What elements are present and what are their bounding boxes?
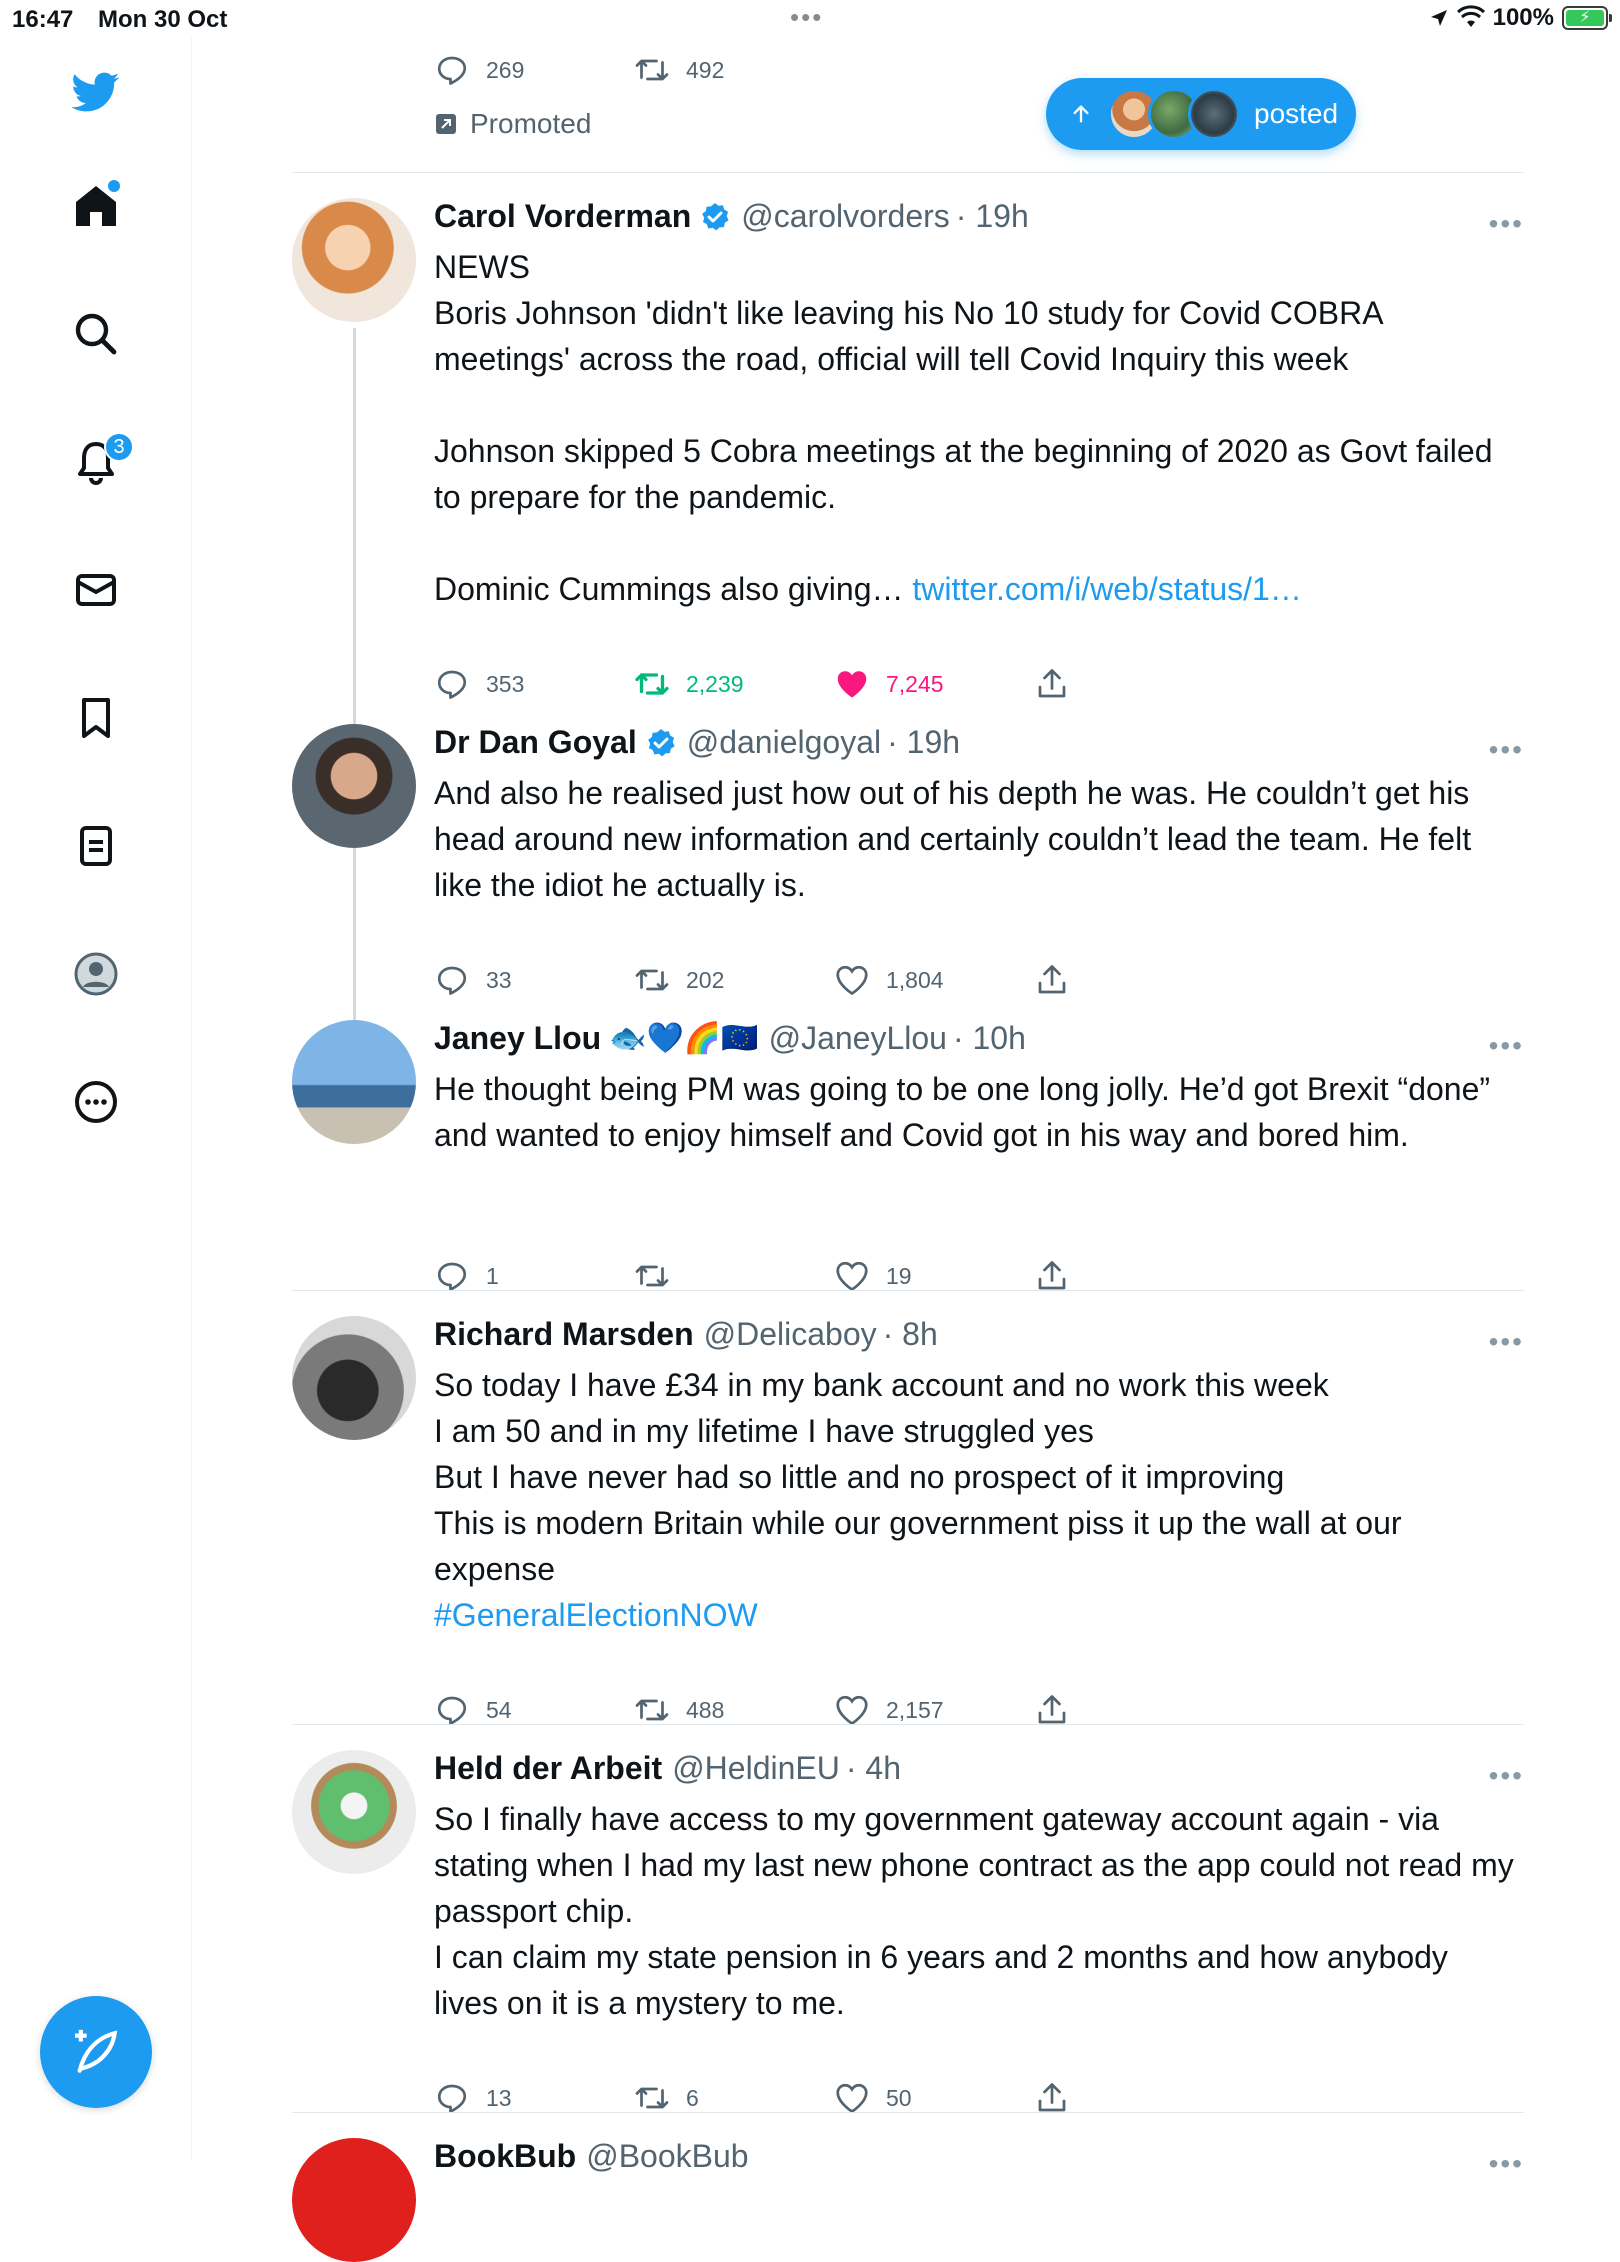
author-name[interactable]: Richard Marsden xyxy=(434,1316,694,1352)
reply-count: 54 xyxy=(486,1696,512,1723)
share-icon xyxy=(1034,1258,1070,1294)
retweet-button[interactable] xyxy=(634,962,724,998)
avatar[interactable] xyxy=(292,2138,416,2262)
lists-icon[interactable] xyxy=(64,814,128,878)
home-new-dot xyxy=(108,180,120,192)
tweet-text: And also he realised just how out of his depth he was. He couldn’t get his head around new information and certainly couldn’t lead the team. He felt like the idiot he actually is. xyxy=(434,775,1472,903)
bookmarks-icon[interactable] xyxy=(64,686,128,750)
multitasking-dots-icon[interactable]: ••• xyxy=(790,2,824,32)
reply-count: 269 xyxy=(486,56,525,83)
tweet-time[interactable]: · 8h xyxy=(882,1316,938,1352)
reply-button[interactable] xyxy=(434,1692,512,1728)
author-name[interactable]: Held der Arbeit xyxy=(434,1750,663,1786)
tweet-actions xyxy=(434,666,1134,706)
author-handle[interactable]: @JaneyLlou xyxy=(768,1020,947,1056)
author-handle[interactable]: @Delicaboy xyxy=(703,1316,877,1352)
heart-filled-icon xyxy=(834,666,870,702)
notifications-badge: 3 xyxy=(104,432,134,462)
more-options-icon[interactable]: ••• xyxy=(1488,1326,1524,1357)
tweet-header xyxy=(434,724,960,761)
divider xyxy=(292,1724,1524,1725)
reply-icon xyxy=(434,666,470,702)
more-options-icon[interactable]: ••• xyxy=(1488,1030,1524,1061)
heart-icon xyxy=(834,962,870,998)
status-indicators xyxy=(1429,4,1608,32)
share-button[interactable] xyxy=(1034,666,1070,702)
reply-count: 13 xyxy=(486,2084,512,2111)
retweet-icon xyxy=(634,2080,670,2116)
heart-icon xyxy=(834,1692,870,1728)
reply-icon xyxy=(434,52,470,88)
avatar xyxy=(1188,88,1240,140)
like-button[interactable] xyxy=(834,1258,912,1294)
tweet-time[interactable]: · 19h xyxy=(955,198,1029,234)
status-time: 16:47 xyxy=(12,6,74,33)
retweet-count: 488 xyxy=(686,1696,725,1723)
share-button[interactable] xyxy=(1034,1258,1070,1294)
avatar[interactable] xyxy=(292,1020,416,1144)
share-icon xyxy=(1034,2080,1070,2116)
tweet-header xyxy=(434,198,1029,235)
reply-button[interactable] xyxy=(434,2080,512,2116)
tweet-text: He thought being PM was going to be one long jolly. He’d got Brexit “done” and wanted to enjoy himself and Covid got in his way and bored him. xyxy=(434,1071,1491,1153)
retweet-count: 202 xyxy=(686,966,725,993)
author-name[interactable]: Janey Llou xyxy=(434,1020,602,1056)
sidebar xyxy=(0,38,192,2160)
avatar[interactable] xyxy=(292,1750,416,1874)
more-options-icon[interactable]: ••• xyxy=(1488,2148,1524,2179)
divider xyxy=(292,1290,1524,1291)
hashtag-link[interactable]: #GeneralElectionNOW xyxy=(434,1597,758,1633)
like-count: 7,245 xyxy=(886,670,944,697)
retweet-button[interactable] xyxy=(634,666,744,702)
like-button[interactable] xyxy=(834,1692,944,1728)
reply-icon xyxy=(434,1258,470,1294)
reply-count: 33 xyxy=(486,966,512,993)
tweet-time[interactable]: · 19h xyxy=(887,724,961,760)
retweet-icon xyxy=(634,1258,670,1294)
avatar[interactable] xyxy=(292,1316,416,1440)
like-button[interactable] xyxy=(834,2080,912,2116)
compose-button[interactable] xyxy=(40,1996,152,2108)
share-icon xyxy=(1034,962,1070,998)
retweet-icon xyxy=(634,962,670,998)
avatar[interactable] xyxy=(292,724,416,848)
tweet-time[interactable]: · 4h xyxy=(845,1750,901,1786)
author-handle[interactable]: @HeldinEU xyxy=(672,1750,840,1786)
reply-button[interactable] xyxy=(434,52,524,88)
like-count: 1,804 xyxy=(886,966,944,993)
battery-icon: ⚡ xyxy=(1562,6,1608,30)
new-posts-pill[interactable] xyxy=(1046,78,1356,150)
arrow-up-icon xyxy=(1070,103,1092,125)
like-count: 19 xyxy=(886,1262,912,1289)
reply-button[interactable] xyxy=(434,962,512,998)
more-options-icon[interactable]: ••• xyxy=(1488,1760,1524,1791)
reply-icon xyxy=(434,1692,470,1728)
share-button[interactable] xyxy=(1034,2080,1070,2116)
retweet-button[interactable] xyxy=(634,1258,686,1294)
tweet-header xyxy=(434,2138,749,2175)
promoted-label: Promoted xyxy=(434,108,591,140)
reply-button[interactable] xyxy=(434,1258,499,1294)
wifi-icon xyxy=(1457,7,1485,29)
reply-icon xyxy=(434,2080,470,2116)
share-icon xyxy=(1034,666,1070,702)
heart-icon xyxy=(834,1258,870,1294)
verified-badge-icon xyxy=(699,201,731,233)
retweet-icon xyxy=(634,1692,670,1728)
author-name[interactable]: Dr Dan Goyal xyxy=(434,724,637,760)
retweet-button[interactable] xyxy=(634,2080,699,2116)
tweet-text: So I finally have access to my government gateway account again - via stating when I had my last new phone contract as the app could not read my passport chip. I can claim my state pension in 6 years and 2 months and how anybody lives on it is a mystery to me. xyxy=(434,1801,1514,2021)
more-icon[interactable] xyxy=(64,1070,128,1134)
author-handle[interactable]: @BookBub xyxy=(586,2138,749,2174)
heart-icon xyxy=(834,2080,870,2116)
like-button[interactable] xyxy=(834,666,944,702)
avatar[interactable] xyxy=(292,198,416,322)
tweet-header xyxy=(434,1316,938,1353)
name-emojis: 🐟💙🌈🇪🇺 xyxy=(609,1022,759,1055)
retweet-button[interactable] xyxy=(634,1692,724,1728)
tweet-actions xyxy=(434,1692,1134,1732)
author-handle[interactable]: @carolvorders xyxy=(741,198,950,234)
retweet-count: 2,239 xyxy=(686,670,744,697)
tweet-time[interactable]: · 10h xyxy=(952,1020,1026,1056)
tweet-actions xyxy=(434,2080,1134,2120)
new-posts-avatars xyxy=(1108,88,1240,140)
tweet-actions xyxy=(434,1258,1134,1298)
reply-count: 1 xyxy=(486,1262,499,1289)
more-options-icon[interactable]: ••• xyxy=(1488,734,1524,765)
like-count: 2,157 xyxy=(886,1696,944,1723)
retweet-count: 492 xyxy=(686,56,725,83)
reply-icon xyxy=(434,962,470,998)
tweet-actions xyxy=(434,962,1134,1002)
promoted-icon xyxy=(434,112,458,136)
verified-badge-icon xyxy=(645,727,677,759)
battery-percent: 100% xyxy=(1492,4,1554,31)
author-name[interactable]: Carol Vorderman xyxy=(434,198,692,234)
tweet-header xyxy=(434,1750,901,1787)
divider xyxy=(292,172,1524,173)
more-options-icon[interactable]: ••• xyxy=(1488,208,1524,239)
tweet-header xyxy=(434,1020,1026,1057)
thread-line xyxy=(353,328,356,748)
reply-button[interactable] xyxy=(434,666,524,702)
notifications-icon[interactable] xyxy=(64,430,128,494)
search-icon[interactable] xyxy=(64,302,128,366)
retweet-button[interactable] xyxy=(634,52,724,88)
divider xyxy=(292,2112,1524,2113)
share-icon xyxy=(1034,1692,1070,1728)
like-count: 50 xyxy=(886,2084,912,2111)
retweet-icon xyxy=(634,666,670,702)
home-icon[interactable] xyxy=(64,174,128,238)
tweet-text: NEWS Boris Johnson 'didn't like leaving his No 10 study for Covid COBRA meetings' across the road, official will tell Covid Inquiry this week Johnson skipped 5 Cobra meetings at the beginning of 2020 as Govt failed to prepare for the pandemic. Dominic Cummings also giving… twitter.com/i/web/status/1… xyxy=(434,249,1493,607)
tweet-text: So today I have £34 in my bank account and no work this week I am 50 and in my lifetime I have struggled yes But I have never had so little and no prospect of it improving This is modern Britain while our government piss it up the wall at our expense #GeneralElectionNOW xyxy=(434,1362,1514,1638)
reply-count: 353 xyxy=(486,670,525,697)
twitter-logo-icon[interactable] xyxy=(64,60,128,124)
share-button[interactable] xyxy=(1034,1692,1070,1728)
compose-icon xyxy=(68,2024,124,2080)
share-button[interactable] xyxy=(1034,962,1070,998)
retweet-icon xyxy=(634,52,670,88)
profile-icon[interactable] xyxy=(64,942,128,1006)
new-posts-label: posted xyxy=(1254,98,1339,129)
author-name[interactable]: BookBub xyxy=(434,2138,577,2174)
status-date: Mon 30 Oct xyxy=(98,6,228,33)
retweet-count: 6 xyxy=(686,2084,699,2111)
tweet-link[interactable]: twitter.com/i/web/status/1… xyxy=(912,571,1302,607)
status-bar xyxy=(0,0,1620,38)
author-handle[interactable]: @danielgoyal xyxy=(686,724,882,760)
like-button[interactable] xyxy=(834,962,944,998)
messages-icon[interactable] xyxy=(64,558,128,622)
location-icon xyxy=(1429,8,1449,28)
